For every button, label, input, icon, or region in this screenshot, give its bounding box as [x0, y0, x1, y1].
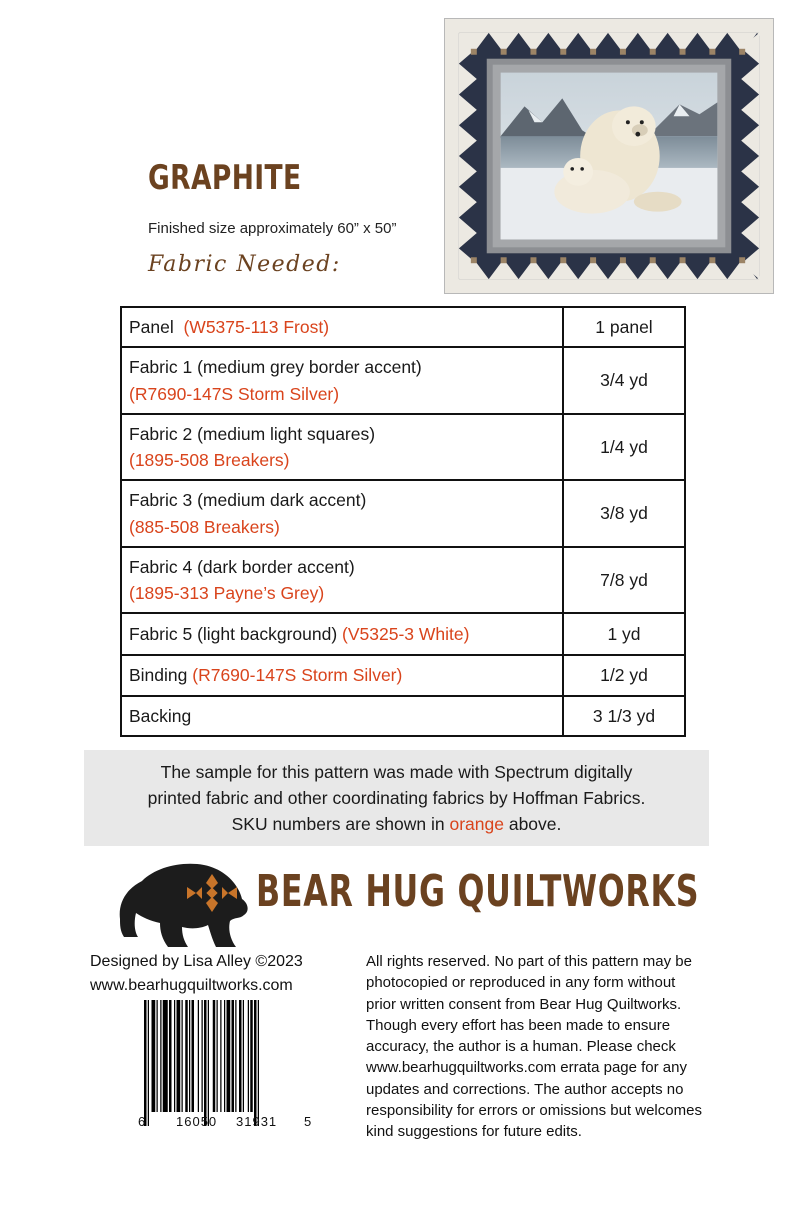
fabric-amount: 1 yd	[563, 613, 685, 655]
fabric-sku: (1895-508 Breakers)	[129, 450, 290, 470]
note-line: printed fabric and other coordinating fabrics by Hoffman Fabrics.	[147, 788, 646, 808]
fabric-sku: (1895-313 Payne’s Grey)	[129, 583, 325, 603]
barcode-digit-first: 6	[138, 1114, 146, 1129]
fabric-label: Panel	[129, 317, 184, 337]
fabric-description	[121, 547, 563, 614]
fabric-description	[121, 414, 563, 481]
fabric-label: Binding	[129, 665, 193, 686]
fabric-label: Fabric 5 (light background)	[129, 624, 343, 645]
rights-line: prior written consent from Bear Hug Quiltworks.	[366, 995, 682, 1013]
rights-line: kind suggestions for future edits.	[366, 1123, 582, 1141]
fabric-sku: (R7690-147S Storm Silver)	[129, 383, 340, 404]
fabric-label: Fabric 3 (medium dark accent)	[129, 490, 367, 511]
fabric-amount: 1/4 yd	[563, 414, 685, 481]
fabric-description	[121, 613, 563, 655]
fabric-row	[121, 347, 685, 414]
fabric-amount: 3 1/3 yd	[563, 696, 685, 736]
fabric-sku: (V5325-3 White)	[342, 624, 470, 645]
fabric-row	[121, 655, 685, 695]
fabric-row	[121, 613, 685, 655]
fabric-label: Fabric 2 (medium light squares)	[129, 423, 376, 444]
fabric-amount: 1/2 yd	[563, 655, 685, 695]
rights-line: www.bearhugquiltworks.com errata page for any	[366, 1059, 687, 1077]
fabric-needed-heading: Fabric Needed:	[148, 252, 341, 277]
fabric-sku: (R7690-147S Storm Silver)	[192, 665, 403, 686]
fabric-label: Backing	[129, 705, 192, 726]
fabric-description	[121, 480, 563, 547]
fabric-amount: 7/8 yd	[563, 547, 685, 614]
note-line: SKU numbers are shown in orange above.	[231, 814, 562, 834]
fabric-requirements-table	[120, 306, 686, 737]
fabric-label: Fabric 1 (medium grey border accent)	[129, 357, 422, 378]
rights-line: Though every effort has been made to ensure	[366, 1016, 671, 1034]
fabric-sku: (885-508 Breakers)	[129, 516, 280, 537]
fabric-description	[121, 655, 563, 695]
designer-line: Designed by Lisa Alley ©2023	[90, 953, 303, 970]
barcode-digit-last: 5	[304, 1114, 312, 1129]
website-line: www.bearhugquiltworks.com	[90, 977, 293, 994]
bear-logo-icon	[112, 855, 250, 951]
designer-credit	[90, 950, 303, 998]
note-line: The sample for this pattern was made with Spectrum digitally	[160, 762, 633, 782]
fabric-note	[84, 750, 709, 846]
rights-line: photocopied or reproduced in any form without	[366, 974, 676, 992]
fabric-amount: 1 panel	[563, 307, 685, 347]
fabric-amount: 3/4 yd	[563, 347, 685, 414]
fabric-label: Fabric 4 (dark border accent)	[129, 556, 355, 577]
pattern-title: GRAPHITE	[148, 158, 302, 198]
brand-name: BEAR HUG QUILTWORKS	[256, 866, 700, 917]
orange-word: orange	[449, 814, 504, 834]
rights-line: All rights reserved. No part of this pattern may be	[366, 953, 692, 970]
finished-size: Finished size approximately 60” x 50”	[148, 220, 397, 237]
fabric-row	[121, 696, 685, 736]
barcode-group-1: 16050	[176, 1114, 218, 1129]
rights-line: responsibility for errors or omissions but welcomes	[366, 1102, 702, 1120]
barcode	[136, 1000, 314, 1134]
quilt-photo	[444, 18, 774, 294]
fabric-row	[121, 307, 685, 347]
fabric-description	[121, 347, 563, 414]
fabric-amount: 3/8 yd	[563, 480, 685, 547]
fabric-row	[121, 414, 685, 481]
barcode-group-2: 31931	[236, 1114, 278, 1129]
fabric-sku: (W5375-113 Frost)	[183, 317, 330, 337]
rights-line: updates and corrections. The author accepts no	[366, 1080, 684, 1098]
fabric-description	[121, 696, 563, 736]
rights-notice	[366, 951, 758, 1143]
fabric-description	[121, 307, 563, 347]
fabric-row	[121, 480, 685, 547]
rights-line: accuracy, the author is a human. Please check	[366, 1038, 676, 1056]
fabric-row	[121, 547, 685, 614]
